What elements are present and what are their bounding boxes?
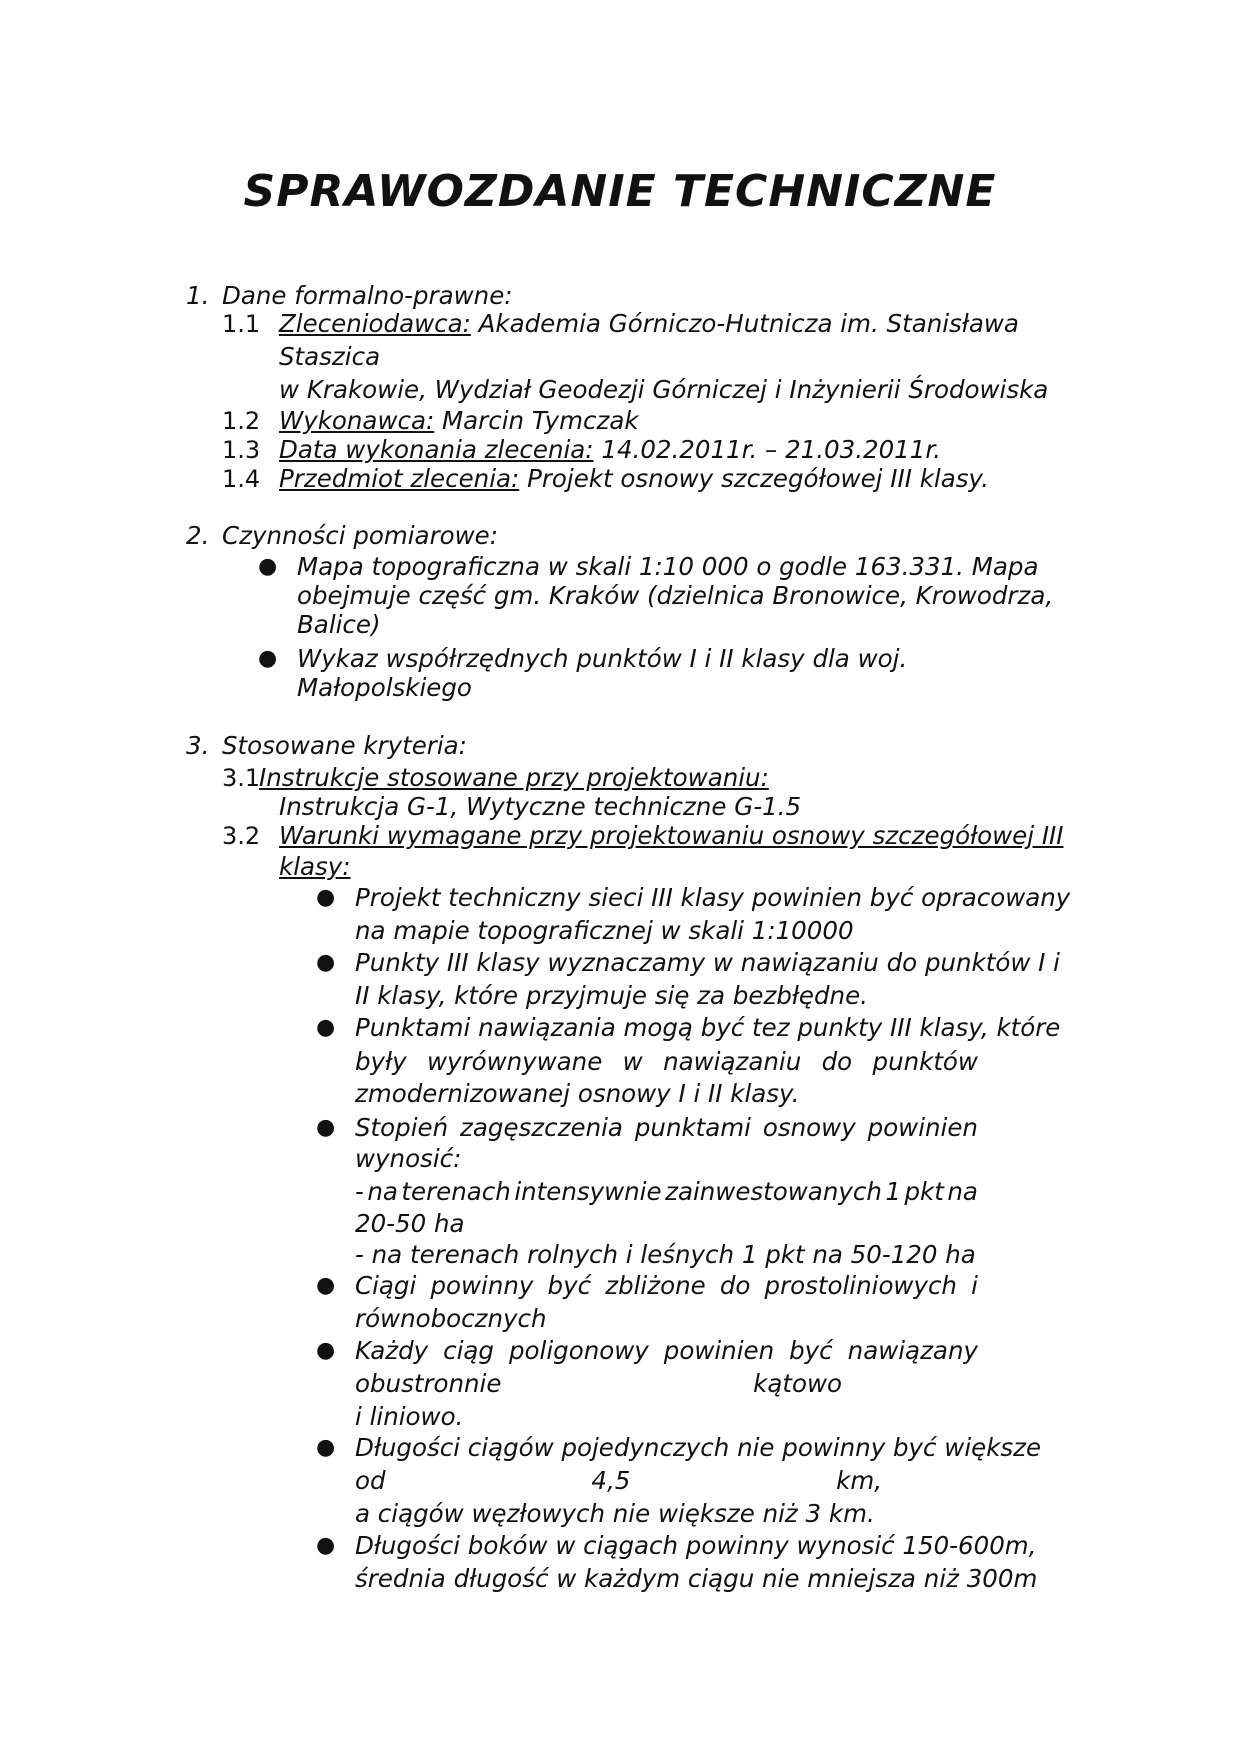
- s3-b8-line1: Długości boków w ciągach powinny wynosić 150-600m,: [355, 1531, 1037, 1560]
- item-3-1-number: 3.1: [222, 764, 261, 792]
- item-3-2-label-line1: Warunki wymagane przy projektowaniu osnowy szczegółowej III: [279, 821, 1064, 850]
- s3-b8-line2: średnia długość w każdym ciągu nie mniejsza niż 300m: [355, 1564, 1038, 1593]
- s3-b4-line2: wynosić:: [355, 1144, 462, 1173]
- s3-b6-line1: Każdy ciąg poligonowy powinien być nawiązany: [355, 1336, 978, 1365]
- s3-b6-line2: obustronnie kątowo: [355, 1369, 842, 1398]
- bullet-icon: ●: [316, 950, 336, 975]
- item-1-1-value: Akademia Górniczo-Hutnicza im. Stanisława: [470, 309, 1019, 338]
- bullet-icon: ●: [316, 1338, 336, 1363]
- section-2-number: 2.: [186, 521, 210, 550]
- item-1-3-number: 1.3: [222, 436, 261, 464]
- section-1-heading: Dane formalno-prawne:: [222, 281, 513, 310]
- s3-b3-line1: Punktami nawiązania mogą być tez punkty III klasy, które: [355, 1013, 1061, 1042]
- bullet-icon: ●: [316, 1533, 336, 1558]
- s2-b2-line1: Wykaz współrzędnych punktów I i II klasy dla woj.: [297, 644, 908, 673]
- bullet-icon: ●: [316, 885, 336, 910]
- section-3-heading: Stosowane kryteria:: [222, 731, 467, 760]
- item-3-2-number: 3.2: [222, 822, 261, 850]
- item-1-2-number: 1.2: [222, 407, 261, 435]
- item-1-1-text: [279, 308, 1019, 340]
- section-1-number: 1.: [186, 281, 210, 310]
- item-1-4-label: Przedmiot zlecenia:: [279, 464, 520, 493]
- s3-b1-line2: na mapie topograficznej w skali 1:10000: [355, 916, 854, 945]
- item-3-1-label: Instrukcje stosowane przy projektowaniu:: [259, 763, 769, 792]
- bullet-icon: ●: [316, 1435, 336, 1460]
- s2-b1-line3: Balice): [297, 610, 381, 639]
- section-3-number: 3.: [186, 731, 210, 760]
- s3-b2-line2: II klasy, które przyjmuje się za bezbłędne.: [355, 981, 868, 1010]
- bullet-icon: ●: [316, 1115, 336, 1140]
- page-title: SPRAWOZDANIE TECHNICZNE: [243, 166, 997, 217]
- s3-b4-line5: - na terenach rolnych i leśnych 1 pkt na 50-120 ha: [355, 1240, 976, 1269]
- item-1-2-value: Marcin Tymczak: [434, 406, 639, 435]
- bullet-icon: ●: [316, 1273, 336, 1298]
- item-1-4-number: 1.4: [222, 465, 261, 493]
- item-3-2-label-line2: klasy:: [279, 852, 351, 881]
- item-1-1-number: 1.1: [222, 310, 261, 338]
- item-1-1-cont1: Staszica: [279, 342, 381, 371]
- s3-b3-line2: były wyrównywane w nawiązaniu do punktów: [355, 1047, 978, 1076]
- item-3-1-text: Instrukcja G-1, Wytyczne techniczne G-1.5: [279, 792, 802, 821]
- item-1-1-cont2: w Krakowie, Wydział Geodezji Górniczej i Inżynierii Środowiska: [279, 375, 1049, 404]
- section-2-heading: Czynności pomiarowe:: [222, 521, 498, 550]
- s3-b7-line3: a ciągów węzłowych nie większe niż 3 km.: [355, 1499, 875, 1528]
- item-1-4-value: Projekt osnowy szczegółowej III klasy.: [519, 464, 989, 493]
- s3-b5-line2: równobocznych: [355, 1304, 547, 1333]
- s3-b2-line1: Punkty III klasy wyznaczamy w nawiązaniu do punktów I i: [355, 948, 1060, 977]
- bullet-icon: ●: [258, 646, 278, 671]
- s3-b4-line3: - na terenach intensywnie zainwestowanych 1 pkt na: [355, 1177, 978, 1206]
- item-1-2-text: [279, 405, 639, 437]
- s2-b1-line2: obejmuje część gm. Kraków (dzielnica Bronowice, Krowodrza,: [297, 581, 1054, 610]
- bullet-icon: ●: [316, 1015, 336, 1040]
- s3-b7-line1: Długości ciągów pojedynczych nie powinny być większe: [355, 1433, 1042, 1462]
- item-1-3-label: Data wykonania zlecenia:: [279, 435, 594, 464]
- item-1-3-text: [279, 434, 941, 466]
- s3-b3-line3: zmodernizowanej osnowy I i II klasy.: [355, 1079, 800, 1108]
- item-1-4-text: [279, 463, 989, 495]
- s3-b6-line3: i liniowo.: [355, 1402, 464, 1431]
- item-1-3-value: 14.02.2011r. – 21.03.2011r.: [593, 435, 941, 464]
- s2-b2-line2: Małopolskiego: [297, 673, 472, 702]
- s3-b5-line1: Ciągi powinny być zbliżone do prostoliniowych i: [355, 1271, 978, 1300]
- s3-b4-line1: Stopień zagęszczenia punktami osnowy powinien: [355, 1113, 978, 1142]
- bullet-icon: ●: [258, 554, 278, 579]
- s3-b4-line4: 20-50 ha: [355, 1209, 465, 1238]
- item-1-1-label: Zleceniodawca:: [279, 309, 471, 338]
- s3-b7-line2: od 4,5 km,: [355, 1466, 882, 1495]
- item-1-2-label: Wykonawca:: [279, 406, 435, 435]
- s2-b1-line1: Mapa topograficzna w skali 1:10 000 o godle 163.331. Mapa: [297, 552, 1039, 581]
- s3-b1-line1: Projekt techniczny sieci III klasy powinien być opracowany: [355, 883, 1071, 912]
